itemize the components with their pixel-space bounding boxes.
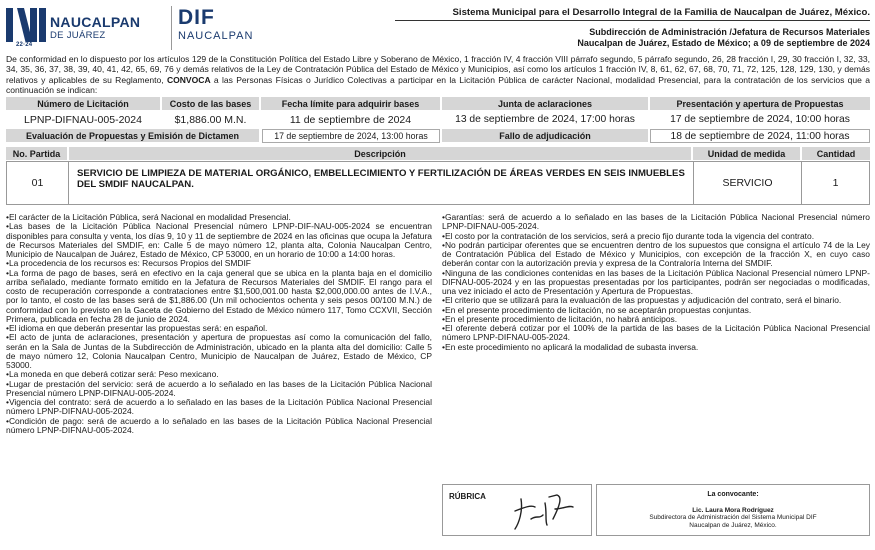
convocante-title: La convocante: <box>707 491 759 498</box>
header-fallo-adjudicacion: Fallo de adjudicación <box>442 129 648 142</box>
list-item: •En el presente procedimiento de licitación, no habrá anticipos. <box>442 313 678 324</box>
header <box>6 6 870 52</box>
dif-logo-subtitle: NAUCALPAN <box>178 30 254 42</box>
department-line: Subdirección de Administración /Jefatura de Recursos Materiales <box>589 27 870 37</box>
row-partida: 01 <box>7 162 69 204</box>
list-item: •La forma de pago de bases, será en efectivo en la caja general que se ubica en la planta baja en el domicilio arriba señalado, mediante formato emitido en la Jefatura de Recursos Materiales del SMDIF. El rango para el costo de recuperación corresponde a contrataciones entre $1,500,001.00 hasta $2,000,000.00 antes de I.V.A., por lo tanto, el costo de las bases será de $1,886.00 (Un mil ochocientos ochenta y seis pesos 00/100 M.N.) de conformidad con lo previsto en la Gaceta de Gobierno del Estado de México número 117, Tomo CCXVII, Sección Primera, publicada en fecha 28 de junio de 2024. <box>6 267 432 324</box>
list-item: •Las bases de la Licitación Pública Nacional Presencial número LPNP-DIF-NAU-005-2024 se encuentran disponibles para consulta y venta, los días 9, 10 y 11 de septiembre de 2024 en las oficinas que ocupa la Jefatura de Recursos Materiales del SMDIF, en: Calle 5 de mayo número 12, planta alta, Colonia Naucalpan Centro, Municipio de Naucalpan de Juárez, Estado de México, CP 53000, en un horario de 10:00 a 14:00 horas. <box>6 221 432 259</box>
row-cantidad: 1 <box>832 177 839 189</box>
row-descripcion: SERVICIO DE LIMPIEZA DE MATERIAL ORGÁNICO, EMBELLECIMIENTO Y FERTILIZACIÓN DE ÁREAS VERDES EN SEIS INMUEBLES DEL SMDIF NAUCALPAN. <box>77 168 685 190</box>
row-unidad: SERVICIO <box>693 162 802 204</box>
intro-text-before: De conformidad en lo dispuesto por los artículos 129 de la Constitución Política del Estado Libre y Soberano de México, 1 fracción IV, 4 fracción VIII párrafo segundo, 5 párrafo segundo, 26, 28 fracción I, 29, 30 fracción I, 32, 33, 34, 35, 36, 37, 38, 39, 40, 41, 42, 65, 69, 76 y demás relativos de la Ley de Contratación Pública del Estado de México y Municipios, así como los artículos 1 fracción IV, 8, 61, 62, 67, 68, 70, 71, 72, 125, 128, 129, 130, y demás relativos y aplicables de su Reglamento, <box>6 54 870 85</box>
list-item: •El carácter de la Licitación Pública, será Nacional en modalidad Presencial. <box>6 212 291 222</box>
logo-years: 22·24 <box>16 42 33 48</box>
right-column <box>442 213 870 352</box>
list-item: •El acto de junta de aclaraciones, presentación y apertura de propuestas así como la comunicación del fallo, serán en la Sala de Juntas de la Subdirección de Administración, ubicado en la planta alta del domicilio: Calle 5 de mayo número 12, Colonia Naucalpan Centro, Municipio de Naucalpan de Juárez, Estado de México, CP 53000. <box>6 332 432 370</box>
list-item: •Condición de pago: será de acuerdo a lo señalado en las bases de la Licitación Pública Nacional Presencial número LPNP-DIFNAU-005-2024. <box>6 415 432 435</box>
value-numero-licitacion: LPNP-DIFNAU-005-2024 <box>6 112 160 127</box>
value-junta-aclaraciones: 13 de septiembre de 2024, 17:00 horas <box>442 112 648 127</box>
table-row <box>6 161 870 205</box>
intro-convoca: CONVOCA <box>166 74 211 85</box>
convocante-name: Lic. Laura Mora Rodríguez <box>692 507 774 514</box>
header-costo-bases: Costo de las bases <box>162 97 259 110</box>
intro-paragraph <box>6 54 870 95</box>
handwritten-signature-icon <box>509 489 587 533</box>
left-column <box>6 213 432 435</box>
list-item: •En este procedimiento no aplicará la modalidad de subasta inversa. <box>442 341 699 352</box>
naucalpan-logo-mark-icon <box>6 8 46 42</box>
place-date-line: Naucalpan de Juárez, Estado de México; a 09 de septiembre de 2024 <box>577 38 870 48</box>
list-item: •Lugar de prestación del servicio: será de acuerdo a lo señalado en las bases de la Licitación Pública Nacional Presencial número LPNP-DIFNAU-005-2024. <box>6 378 432 398</box>
list-item: •El idioma en que deberán presentar las propuestas será: en español. <box>6 323 268 333</box>
logo-subtitle: DE JUÁREZ <box>50 30 106 41</box>
header-no-partida: No. Partida <box>6 147 67 160</box>
value-fallo-adjudicacion: 18 de septiembre de 2024, 11:00 horas <box>650 129 870 143</box>
header-cantidad: Cantidad <box>802 147 870 160</box>
list-item: •El costo por la contratación de los servicios, será a precio fijo durante toda la vigencia del contrato. <box>442 230 815 241</box>
signature-label: RÚBRICA <box>449 492 486 501</box>
list-item: •Garantías: será de acuerdo a lo señalado en las bases de la Licitación Pública Nacional Presencial número LPNP-DIFNAU-005-2024. <box>442 212 870 232</box>
logo-name: NAUCALPAN <box>50 14 141 30</box>
dif-logo <box>171 6 271 50</box>
value-presentacion-propuestas: 17 de septiembre de 2024, 10:00 horas <box>650 112 870 127</box>
dif-logo-text: DIF <box>178 6 215 29</box>
organization-title: Sistema Municipal para el Desarrollo Integral de la Familia de Naucalpan de Juárez, México. <box>395 7 870 21</box>
intro-text-after: a las Personas Físicas o Jurídico Colectivas a participar en la Licitación Pública de carácter Nacional, modalidad Presencial, para la contratación de los servicios que a continuación se indican: <box>6 74 870 95</box>
list-item: •El oferente deberá cotizar por el 100% de la partida de las bases de la Licitación Pública Nacional Presencial número LPNP-DIFNAU-005-2024. <box>442 323 870 343</box>
list-item: •En el presente procedimiento de licitación, no se aceptarán propuestas conjuntas. <box>442 304 752 315</box>
convocante-location: Naucalpan de Juárez, México. <box>689 522 777 529</box>
list-item: •El criterio que se utilizará para la evaluación de las propuestas y adjudicación del contrato, será el binario. <box>442 295 842 306</box>
list-item: •Vigencia del contrato: será de acuerdo a lo señalado en las bases de la Licitación Pública Nacional Presencial número LPNP-DIFNAU-005-2024. <box>6 397 432 417</box>
list-item: •La moneda en que deberá cotizar será: Peso mexicano. <box>6 369 219 380</box>
header-presentacion-propuestas: Presentación y apertura de Propuestas <box>650 97 870 110</box>
header-unidad-medida: Unidad de medida <box>693 147 800 160</box>
convocante-box <box>596 484 870 536</box>
header-evaluacion-dictamen: Evaluación de Propuestas y Emisión de Dictamen <box>6 129 259 142</box>
signature-box <box>442 484 592 536</box>
list-item: •Ninguna de las condiciones contenidas en las bases de la Licitación Pública Nacional Presencial número LPNP-DIFNAU-005-2024 y en las propuestas presentadas por los participantes, podrán ser negociadas o modificadas, una vez iniciado el acto de Presentación y Apertura de Propuestas. <box>442 267 870 296</box>
header-fecha-limite: Fecha límite para adquirir bases <box>261 97 440 110</box>
list-item: •No podrán participar oferentes que se encuentren dentro de los supuestos que consigna el artículo 74 de la Ley de Contratación Pública del Estado de México y Municipios, con excepción de la fracción X, en cuyo caso deberán contar con la autorización previa y expresa de la Contraloría Interna del SMDIF. <box>442 239 870 269</box>
header-numero-licitacion: Número de Licitación <box>6 97 160 110</box>
value-evaluacion-dictamen: 17 de septiembre de 2024, 13:00 horas <box>262 129 440 143</box>
value-costo-bases: $1,886.00 M.N. <box>162 112 259 127</box>
convocante-position: Subdirectora de Administración del Sistema Municipal DIF <box>649 514 817 521</box>
header-descripcion: Descripción <box>69 147 691 160</box>
value-fecha-limite: 11 de septiembre de 2024 <box>261 112 440 127</box>
list-item: •La procedencia de los recursos es: Recursos Propios del SMDIF <box>6 258 251 269</box>
naucalpan-logo <box>6 8 166 50</box>
header-junta-aclaraciones: Junta de aclaraciones <box>442 97 648 110</box>
